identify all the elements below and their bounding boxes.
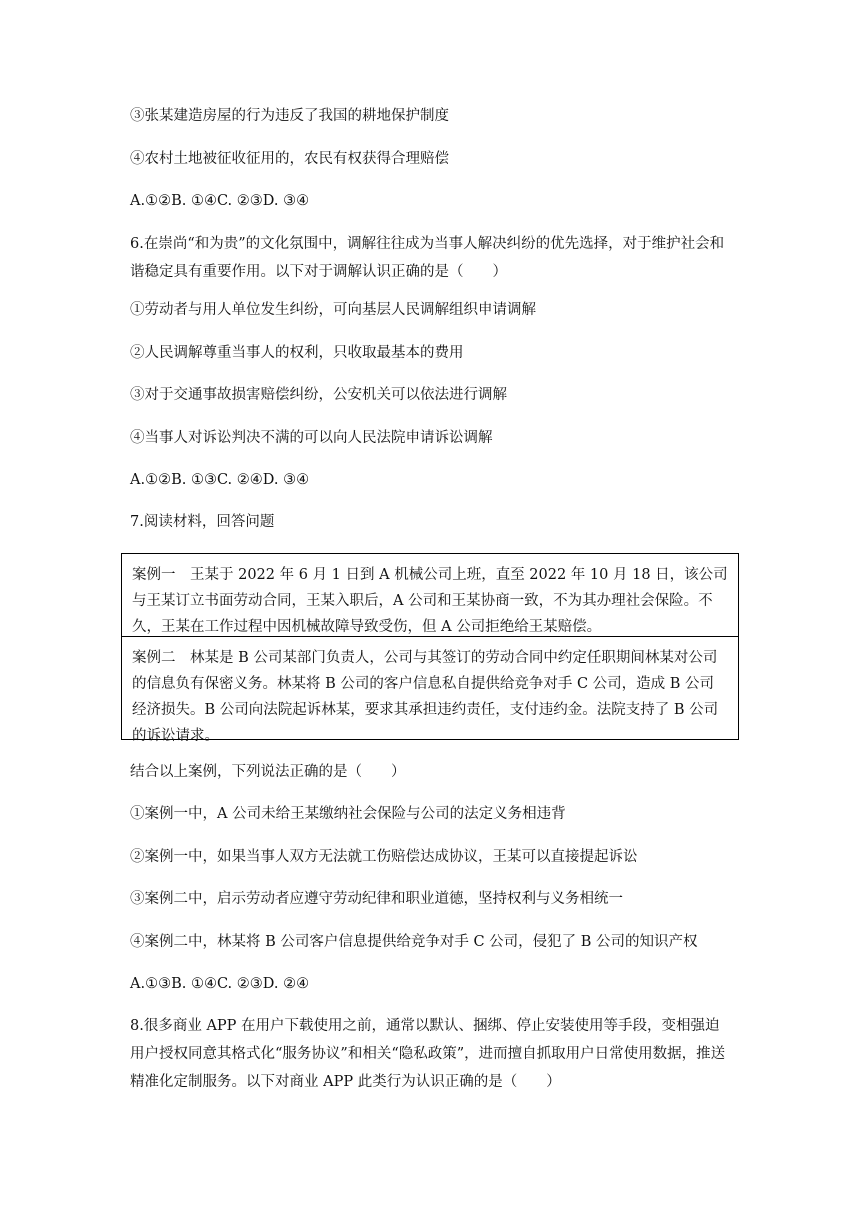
q6-option-2: ②人民调解尊重当事人的权利，只收取最基本的费用 xyxy=(130,345,464,361)
q6-option-1: ①劳动者与用人单位发生纠纷，可向基层人民调解组织申请调解 xyxy=(130,302,536,318)
q7-option-2: ②案例一中，如果当事人双方无法就工伤赔偿达成协议，王某可以直接提起诉讼 xyxy=(130,849,638,865)
case-table xyxy=(121,553,739,744)
q6-stem: 6.在崇尚“和为贵”的文化氛围中，调解往往成为当事人解决纠纷的优先选择，对于维护社会和谐稳定具有重要作用。以下对于调解认识正确的是（ ） xyxy=(130,236,725,280)
q7-stem: 7.阅读材料，回答问题 xyxy=(130,514,275,530)
q7-option-3: ③案例二中，启示劳动者应遵守劳动纪律和职业道德，坚持权利与义务相统一 xyxy=(130,891,623,907)
case-1: 案例一 王某于 2022 年 6 月 1 日到 A 机械公司上班，直至 2022 年 10 月 18 日，该公司与王某订立书面劳动合同，王某入职后，A 公司和王某协商一致，不为其办理社会保险。不久，王某在工作过程中因机械故障导致受伤，但 A 公司拒绝给王某赔偿。 xyxy=(132,567,728,635)
q6-option-3: ③对于交通事故损害赔偿纠纷，公安机关可以依法进行调解 xyxy=(130,387,507,403)
q6-option-4: ④当事人对诉讼判决不满的可以向人民法院申请诉讼调解 xyxy=(130,430,493,446)
q5-option-4: ④农村土地被征收征用的，农民有权获得合理赔偿 xyxy=(130,151,449,167)
q7-option-1: ①案例一中，A 公司未给王某缴纳社会保险与公司的法定义务相违背 xyxy=(130,806,566,822)
case-2: 案例二 林某是 B 公司某部门负责人，公司与其签订的劳动合同中约定任职期间林某对公司的信息负有保密义务。林某将 B 公司的客户信息私自提供给竞争对手 C 公司，造成 B 公司经济损失。B 公司向法院起诉林某，要求其承担违约责任，支付违约金。法院支持了 B 公司的诉讼请求。 xyxy=(122,636,738,739)
q8-stem: 8.很多商业 APP 在用户下载使用之前，通常以默认、捆绑、停止安装使用等手段，变相强迫用户授权同意其格式化“服务协议”和相关“隐私政策”，进而擅自抓取用户日常使用数据，推送精准化定制服务。以下对商业 APP 此类行为认识正确的是（ ） xyxy=(130,1018,726,1090)
q5-choices: A.①②B. ①④C. ②③D. ③④ xyxy=(130,193,310,209)
q7-choices: A.①③B. ①④C. ②③D. ②④ xyxy=(130,976,310,992)
q7-option-4: ④案例二中，林某将 B 公司客户信息提供给竞争对手 C 公司，侵犯了 B 公司的知识产权 xyxy=(130,934,698,950)
q6-choices: A.①②B. ①③C. ②④D. ③④ xyxy=(130,472,310,488)
q7-prompt: 结合以上案例，下列说法正确的是（ ） xyxy=(130,764,406,780)
q5-option-3: ③张某建造房屋的行为违反了我国的耕地保护制度 xyxy=(130,108,449,124)
